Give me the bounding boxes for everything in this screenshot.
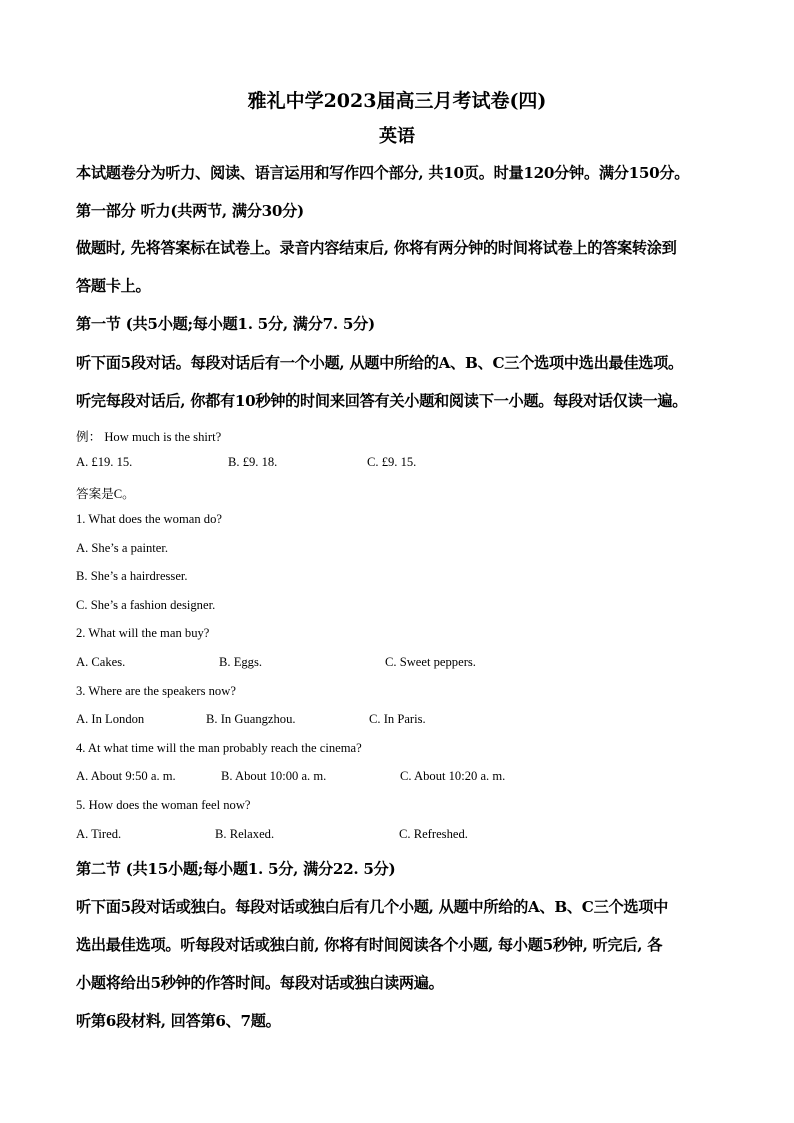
question-text: 2. What will the man buy?: [76, 626, 210, 640]
section2-instruction-line: 听下面5段对话或独白。每段对话或独白后有几个小题, 从题中所给的A、B、C三个选项中: [76, 898, 669, 916]
example-option-b: B. £9. 18.: [228, 455, 278, 469]
question-text: 4. At what time will the man probably reach the cinema?: [76, 741, 362, 755]
question-option-a: A. About 9:50 a. m.: [76, 769, 176, 783]
question-option-b: B. Relaxed.: [215, 827, 275, 841]
part1-heading: 第一部分 听力(共两节, 满分30分): [76, 202, 304, 220]
part1-instruction-line: 做题时, 先将答案标在试卷上。录音内容结束后, 你将有两分钟的时间将试卷上的答案转涂到: [76, 239, 677, 257]
page-title: 雅礼中学2023届高三月考试卷(四): [247, 90, 547, 112]
section2-heading: 第二节 (共15小题;每小题1. 5分, 满分22. 5分): [76, 860, 396, 878]
question-option-c: C. She’s a fashion designer.: [76, 598, 216, 612]
section1-instruction-line: 听完每段对话后, 你都有10秒钟的时间来回答有关小题和阅读下一小题。每段对话仅读一遍。: [76, 392, 688, 410]
question-option-a: A. Cakes.: [76, 655, 126, 669]
section2-instruction-line: 选出最佳选项。听每段对话或独白前, 你将有时间阅读各个小题, 每小题5秒钟, 听完后, 各: [76, 936, 663, 954]
section1-heading: 第一节 (共5小题;每小题1. 5分, 满分7. 5分): [76, 315, 375, 333]
material-intro: 听第6段材料, 回答第6、7题。: [76, 1012, 281, 1030]
question-option-a: A. In London: [76, 712, 145, 726]
question-text: 3. Where are the speakers now?: [76, 684, 236, 698]
question-option-b: B. She’s a hairdresser.: [76, 569, 188, 583]
question-option-c: C. Sweet peppers.: [385, 655, 476, 669]
subject-title: 英语: [379, 126, 415, 147]
question-text: 5. How does the woman feel now?: [76, 798, 251, 812]
question-option-b: B. Eggs.: [219, 655, 263, 669]
part1-instruction-line: 答题卡上。: [76, 277, 151, 295]
question-text: 1. What does the woman do?: [76, 512, 222, 526]
question-option-b: B. In Guangzhou.: [206, 712, 296, 726]
section2-instruction-line: 小题将给出5秒钟的作答时间。每段对话或独白读两遍。: [76, 974, 444, 992]
question-option-b: B. About 10:00 a. m.: [221, 769, 327, 783]
section1-instruction-line: 听下面5段对话。每段对话后有一个小题, 从题中所给的A、B、C三个选项中选出最佳选项。: [76, 354, 683, 372]
example-option-c: C. £9. 15.: [367, 455, 417, 469]
example-question: 例： How much is the shirt?: [76, 430, 222, 444]
example-option-a: A. £19. 15.: [76, 455, 133, 469]
question-option-c: C. About 10:20 a. m.: [400, 769, 506, 783]
question-option-c: C. Refreshed.: [399, 827, 468, 841]
question-option-a: A. She’s a painter.: [76, 541, 168, 555]
question-option-a: A. Tired.: [76, 827, 122, 841]
example-answer: 答案是C。: [76, 487, 135, 501]
question-option-c: C. In Paris.: [369, 712, 426, 726]
intro-text: 本试题卷分为听力、阅读、语言运用和写作四个部分, 共10页。时量120分钟。满分150分。: [76, 164, 690, 182]
